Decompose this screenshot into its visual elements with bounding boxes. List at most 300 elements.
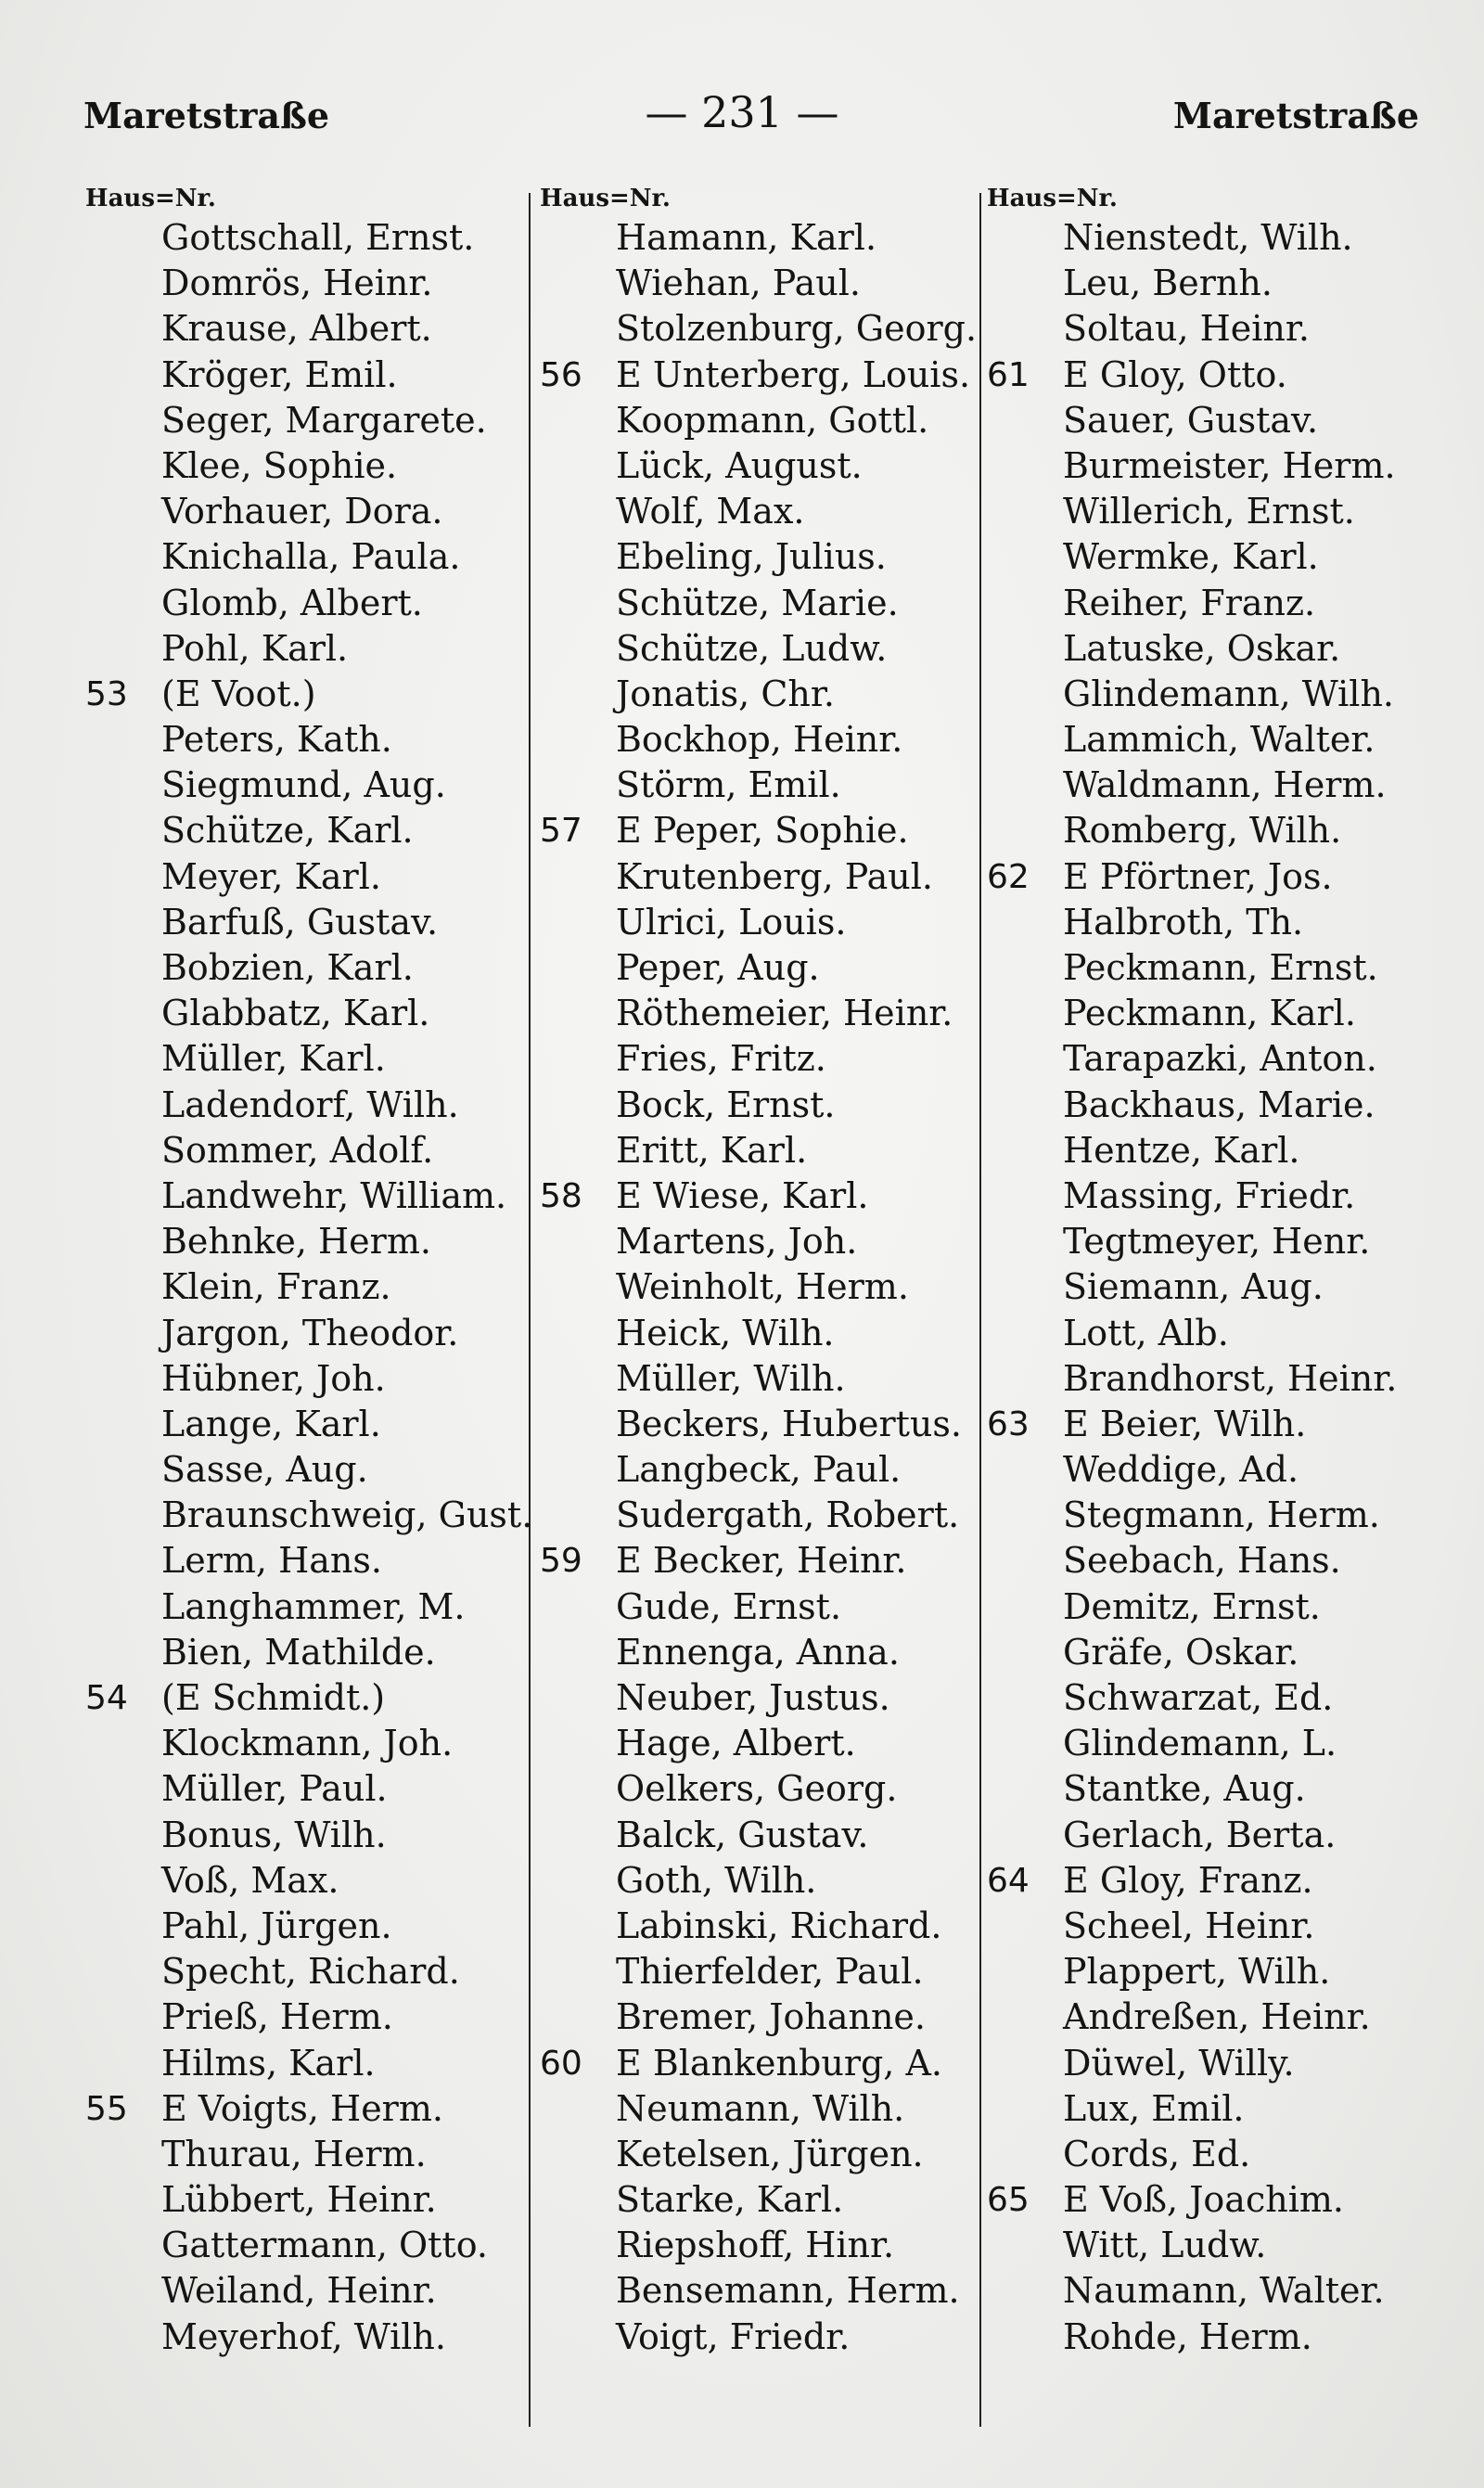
list-item [85, 306, 432, 352]
resident-name: Wermke, Karl. [1063, 536, 1319, 578]
resident-name: Demitz, Ernst. [1063, 1585, 1321, 1627]
resident-name: Knichalla, Paula. [161, 536, 461, 578]
list-item [85, 398, 487, 443]
list-item [540, 261, 862, 306]
resident-name: Andreßen, Heinr. [1063, 1996, 1371, 2038]
resident-name: Ulrici, Louis. [616, 901, 847, 943]
list-item [987, 2177, 1344, 2223]
resident-name: Witt, Ludw. [1063, 2225, 1267, 2266]
list-item [85, 1402, 381, 1447]
list-item [987, 1311, 1229, 1356]
house-number: 54 [85, 1679, 128, 1717]
resident-name: Krause, Albert. [161, 308, 432, 350]
house-number: 61 [987, 355, 1030, 394]
list-item [540, 1538, 907, 1584]
resident-name: Burmeister, Herm. [1063, 444, 1396, 486]
house-number: 59 [540, 1542, 582, 1581]
resident-name: E Wiese, Karl. [616, 1174, 869, 1216]
resident-name: Klockmann, Joh. [161, 1723, 454, 1764]
resident-name: Labinski, Richard. [616, 1904, 942, 1946]
resident-name: Hamann, Karl. [616, 217, 877, 258]
list-item [540, 1173, 869, 1219]
list-item [540, 1766, 898, 1812]
list-item [540, 1128, 808, 1173]
resident-name: Sauer, Gustav. [1063, 399, 1319, 441]
list-item [85, 534, 461, 580]
list-item [987, 2086, 1245, 2132]
list-item [540, 398, 929, 443]
resident-name: Pohl, Karl. [161, 627, 349, 669]
column-label: Haus=Nr. [540, 185, 671, 212]
list-item [987, 1083, 1375, 1128]
resident-name: Lübbert, Heinr. [161, 2179, 437, 2221]
list-item [85, 1949, 460, 1994]
list-item [540, 945, 820, 991]
list-item [987, 1675, 1334, 1721]
list-item [540, 215, 877, 261]
list-item [987, 808, 1342, 853]
resident-name: Klee, Sophie. [161, 444, 398, 486]
list-item [85, 1128, 434, 1173]
resident-name: Starke, Karl. [616, 2179, 844, 2221]
resident-name: Voß, Max. [161, 1859, 339, 1901]
resident-name: Lott, Alb. [1063, 1312, 1229, 1353]
list-item [85, 1584, 466, 1630]
column-2 [540, 182, 978, 2360]
list-item [85, 261, 433, 306]
page-number: — 231 — [645, 87, 839, 137]
list-item [987, 534, 1319, 580]
list-item [540, 443, 863, 489]
list-item [85, 945, 414, 991]
list-item [540, 306, 978, 352]
list-item [987, 1584, 1321, 1630]
resident-name: Krutenberg, Paul. [616, 855, 933, 897]
resident-name: E Pförtner, Jos. [1063, 855, 1333, 897]
list-item [85, 1173, 507, 1219]
resident-name: Beckers, Hubertus. [616, 1403, 962, 1444]
list-item [85, 763, 446, 808]
resident-name: Glindemann, L. [1063, 1723, 1337, 1764]
resident-name: Klein, Franz. [161, 1266, 391, 1308]
resident-name: E Peper, Sophie. [616, 810, 909, 852]
resident-name: Bensemann, Herm. [616, 2270, 960, 2312]
resident-name: Langbeck, Paul. [616, 1449, 902, 1491]
resident-name: Peckmann, Ernst. [1063, 947, 1378, 988]
list-item [85, 1858, 339, 1904]
list-item [540, 2315, 851, 2360]
list-item [987, 1356, 1398, 1402]
resident-name: E Blankenburg, A. [616, 2042, 942, 2084]
list-item [85, 2315, 446, 2360]
list-item [540, 1264, 909, 1310]
list-item [540, 353, 971, 398]
list-item [987, 626, 1341, 672]
resident-name: Müller, Wilh. [616, 1357, 846, 1399]
list-item [85, 1675, 386, 1721]
resident-name: Wolf, Max. [616, 491, 805, 532]
entry-list [540, 215, 978, 2360]
running-head-right: Maretstraße [1172, 95, 1419, 136]
list-item [85, 1904, 392, 1949]
resident-name: Lange, Karl. [161, 1403, 381, 1444]
resident-name: Oelkers, Georg. [616, 1768, 898, 1810]
resident-name: E Gloy, Otto. [1063, 353, 1287, 395]
list-item [85, 489, 443, 534]
house-number: 62 [987, 857, 1030, 896]
list-item [85, 626, 349, 672]
list-item [540, 1219, 858, 1264]
list-item [987, 1949, 1331, 1994]
resident-name: Schwarzat, Ed. [1063, 1677, 1334, 1718]
list-item [540, 2086, 905, 2132]
list-item [987, 1766, 1306, 1812]
resident-name: Bobzien, Karl. [161, 947, 414, 988]
list-item [540, 1083, 836, 1128]
list-item [540, 1949, 924, 1994]
list-item [85, 1264, 391, 1310]
resident-name: Barfuß, Gustav. [161, 901, 439, 943]
resident-name: Massing, Friedr. [1063, 1174, 1356, 1216]
list-item [987, 261, 1273, 306]
list-item [85, 1813, 387, 1858]
resident-name: Glomb, Albert. [161, 582, 423, 623]
list-item [85, 1036, 386, 1082]
resident-name: Bremer, Johanne. [616, 1996, 927, 2038]
resident-name: Hentze, Karl. [1063, 1129, 1300, 1171]
column-label: Haus=Nr. [987, 185, 1118, 212]
list-item [85, 2177, 437, 2223]
list-item [987, 1630, 1299, 1675]
resident-name: Meyer, Karl. [161, 855, 381, 897]
list-item [85, 2223, 488, 2268]
resident-name: Scheel, Heinr. [1063, 1904, 1315, 1946]
resident-name: Stolzenburg, Georg. [616, 308, 978, 350]
list-item [987, 1904, 1315, 1949]
list-item [85, 215, 475, 261]
resident-name: Prieß, Herm. [161, 1996, 393, 2038]
resident-name: Plappert, Wilh. [1063, 1951, 1331, 1993]
list-item [540, 1813, 869, 1858]
list-item [540, 534, 887, 580]
resident-name: Cords, Ed. [1063, 2133, 1251, 2174]
list-item [85, 353, 398, 398]
list-item [540, 1402, 962, 1447]
resident-name: Meyerhof, Wilh. [161, 2315, 446, 2357]
resident-name: Siegmund, Aug. [161, 764, 446, 806]
resident-name: Weinholt, Herm. [616, 1266, 909, 1308]
column-divider-1 [529, 193, 531, 2427]
resident-name: Langhammer, M. [161, 1585, 466, 1627]
resident-name: Willerich, Ernst. [1063, 491, 1355, 532]
resident-name: Kröger, Emil. [161, 353, 398, 395]
resident-name: Ebeling, Julius. [616, 536, 887, 578]
list-item [85, 1447, 368, 1493]
resident-name: Brandhorst, Heinr. [1063, 1357, 1398, 1399]
list-item [540, 2223, 895, 2268]
list-item [85, 717, 392, 763]
resident-name: Gude, Ernst. [616, 1585, 842, 1627]
resident-name: Nienstedt, Wilh. [1063, 217, 1353, 258]
resident-name: Ketelsen, Jürgen. [616, 2133, 924, 2174]
resident-name: Sasse, Aug. [161, 1449, 368, 1491]
list-item [987, 581, 1316, 626]
list-item [540, 854, 933, 900]
resident-name: Lerm, Hans. [161, 1540, 382, 1582]
list-item [987, 1036, 1377, 1082]
list-item [987, 1173, 1356, 1219]
list-item [540, 1493, 960, 1538]
list-item [987, 1402, 1307, 1447]
list-item [987, 353, 1287, 398]
list-item [85, 1538, 382, 1584]
resident-name: Gerlach, Berta. [1063, 1814, 1337, 1855]
resident-name: (E Schmidt.) [161, 1677, 386, 1718]
list-item [85, 1630, 436, 1675]
resident-name: Eritt, Karl. [616, 1129, 808, 1171]
list-item [540, 2041, 942, 2086]
resident-name: E Gloy, Franz. [1063, 1859, 1313, 1901]
list-item [987, 900, 1304, 945]
resident-name: Hilms, Karl. [161, 2042, 376, 2084]
house-number: 56 [540, 355, 582, 394]
list-item [987, 854, 1333, 900]
list-item [987, 1493, 1380, 1538]
resident-name: Stantke, Aug. [1063, 1768, 1306, 1810]
resident-name: Vorhauer, Dora. [161, 491, 443, 532]
list-item [987, 2315, 1312, 2360]
resident-name: Peters, Kath. [161, 719, 392, 761]
list-item [85, 808, 414, 853]
resident-name: Braunschweig, Gust. [161, 1494, 533, 1536]
list-item [85, 991, 430, 1036]
resident-name: Glabbatz, Karl. [161, 993, 430, 1034]
list-item [85, 2132, 427, 2177]
resident-name: Bien, Mathilde. [161, 1631, 436, 1673]
resident-name: Stegmann, Herm. [1063, 1494, 1380, 1536]
resident-name: Müller, Paul. [161, 1768, 388, 1810]
list-item [540, 717, 903, 763]
resident-name: Peper, Aug. [616, 947, 820, 988]
resident-name: Bock, Ernst. [616, 1084, 836, 1125]
resident-name: Heick, Wilh. [616, 1312, 835, 1353]
resident-name: Specht, Richard. [161, 1951, 460, 1993]
resident-name: Gottschall, Ernst. [161, 217, 475, 258]
resident-name: E Voigts, Herm. [161, 2087, 443, 2129]
list-item [540, 2132, 924, 2177]
resident-name: Voigt, Friedr. [616, 2315, 851, 2357]
resident-name: Ladendorf, Wilh. [161, 1084, 459, 1125]
resident-name: Fries, Fritz. [616, 1038, 826, 1080]
resident-name: Thierfelder, Paul. [616, 1951, 924, 1993]
list-item [85, 672, 316, 717]
list-item [540, 1630, 900, 1675]
list-item [987, 1447, 1299, 1493]
resident-name: Domrös, Heinr. [161, 263, 433, 304]
resident-name: Behnke, Herm. [161, 1221, 431, 1263]
resident-name: Lammich, Walter. [1063, 719, 1375, 761]
list-item [987, 306, 1310, 352]
list-item [987, 1721, 1337, 1766]
list-item [540, 1584, 842, 1630]
resident-name: Jonatis, Chr. [616, 673, 835, 714]
list-item [540, 808, 909, 853]
resident-name: Tegtmeyer, Henr. [1063, 1221, 1371, 1263]
house-number: 60 [540, 2044, 582, 2083]
list-item [987, 717, 1375, 763]
resident-name: Riepshoff, Hinr. [616, 2225, 895, 2266]
resident-name: Martens, Joh. [616, 1221, 858, 1263]
list-item [85, 1721, 454, 1766]
list-item [85, 2086, 443, 2132]
list-item [987, 1264, 1324, 1310]
resident-name: Neumann, Wilh. [616, 2087, 905, 2129]
resident-name: Gräfe, Oskar. [1063, 1631, 1299, 1673]
list-item [85, 1356, 386, 1402]
resident-name: Reiher, Franz. [1063, 582, 1316, 623]
list-item [540, 1858, 817, 1904]
list-item [540, 626, 888, 672]
resident-name: Waldmann, Herm. [1063, 764, 1387, 806]
list-item [540, 1994, 927, 2040]
list-item [85, 854, 381, 900]
resident-name: Schütze, Ludw. [616, 627, 888, 669]
list-item [540, 581, 899, 626]
list-item [540, 2268, 960, 2314]
resident-name: Backhaus, Marie. [1063, 1084, 1375, 1125]
list-item [540, 900, 847, 945]
list-item [540, 1311, 835, 1356]
resident-name: Weddige, Ad. [1063, 1449, 1299, 1491]
house-number: 55 [85, 2089, 128, 2128]
resident-name: Jargon, Theodor. [161, 1312, 459, 1353]
list-item [987, 1128, 1300, 1173]
resident-name: Pahl, Jürgen. [161, 1904, 392, 1946]
resident-name: Schütze, Karl. [161, 810, 414, 852]
house-number: 53 [85, 674, 128, 713]
resident-name: Leu, Bernh. [1063, 263, 1273, 304]
list-item [540, 672, 835, 717]
list-item [987, 443, 1396, 489]
resident-name: Landwehr, William. [161, 1174, 507, 1216]
resident-name: Störm, Emil. [616, 764, 841, 806]
list-item [85, 2041, 376, 2086]
list-item [987, 215, 1353, 261]
list-item [987, 398, 1319, 443]
list-item [540, 1721, 856, 1766]
resident-name: Röthemeier, Heinr. [616, 993, 953, 1034]
resident-name: Balck, Gustav. [616, 1814, 869, 1855]
running-head-left: Maretstraße [83, 95, 330, 136]
resident-name: Goth, Wilh. [616, 1859, 817, 1901]
resident-name: Wiehan, Paul. [616, 263, 862, 304]
list-item [540, 1356, 846, 1402]
house-number: 63 [987, 1404, 1030, 1443]
list-item [987, 1994, 1371, 2040]
list-item [540, 1447, 902, 1493]
column-3 [987, 182, 1398, 2360]
resident-name: Siemann, Aug. [1063, 1266, 1324, 1308]
entry-list [85, 215, 533, 2360]
resident-name: E Voß, Joachim. [1063, 2179, 1344, 2221]
list-item [987, 1858, 1313, 1904]
list-item [85, 1311, 459, 1356]
list-item [987, 991, 1356, 1036]
column-divider-2 [979, 193, 981, 2427]
list-item [85, 1493, 533, 1538]
resident-name: Müller, Karl. [161, 1038, 386, 1080]
resident-name: Neuber, Justus. [616, 1677, 890, 1718]
resident-name: Hübner, Joh. [161, 1357, 386, 1399]
list-item [85, 443, 398, 489]
list-item [85, 581, 423, 626]
resident-name: Koopmann, Gottl. [616, 399, 929, 441]
list-item [540, 991, 953, 1036]
resident-name: Lux, Emil. [1063, 2087, 1245, 2129]
list-item [987, 489, 1355, 534]
entry-list [987, 215, 1398, 2360]
list-item [987, 2223, 1267, 2268]
list-item [540, 1675, 890, 1721]
list-item [540, 763, 841, 808]
resident-name: Seger, Margarete. [161, 399, 487, 441]
house-number: 58 [540, 1176, 582, 1215]
list-item [85, 2268, 437, 2314]
resident-name: Peckmann, Karl. [1063, 993, 1356, 1034]
list-item [85, 1994, 393, 2040]
resident-name: Bockhop, Heinr. [616, 719, 903, 761]
list-item [987, 672, 1394, 717]
resident-name: Thurau, Herm. [161, 2133, 427, 2174]
resident-name: Halbroth, Th. [1063, 901, 1304, 943]
resident-name: Seebach, Hans. [1063, 1540, 1341, 1582]
list-item [987, 2132, 1251, 2177]
resident-name: Tarapazki, Anton. [1063, 1038, 1377, 1080]
house-number: 64 [987, 1861, 1030, 1900]
resident-name: Latuske, Oskar. [1063, 627, 1341, 669]
list-item [540, 1036, 826, 1082]
resident-name: Naumann, Walter. [1063, 2270, 1385, 2312]
resident-name: E Becker, Heinr. [616, 1540, 907, 1582]
list-item [540, 1904, 942, 1949]
list-item [987, 1813, 1337, 1858]
resident-name: E Unterberg, Louis. [616, 353, 971, 395]
resident-name: Soltau, Heinr. [1063, 308, 1310, 350]
house-number: 57 [540, 812, 582, 851]
list-item [987, 763, 1387, 808]
resident-name: Sudergath, Robert. [616, 1494, 960, 1536]
resident-name: Romberg, Wilh. [1063, 810, 1342, 852]
column-label: Haus=Nr. [85, 185, 216, 212]
resident-name: (E Voot.) [161, 673, 316, 714]
list-item [85, 1083, 459, 1128]
house-number: 65 [987, 2181, 1030, 2220]
resident-name: Düwel, Willy. [1063, 2042, 1295, 2084]
resident-name: Sommer, Adolf. [161, 1129, 434, 1171]
list-item [987, 1219, 1371, 1264]
list-item [987, 2041, 1295, 2086]
list-item [987, 1538, 1341, 1584]
resident-name: E Beier, Wilh. [1063, 1403, 1307, 1444]
list-item [540, 2177, 844, 2223]
resident-name: Ennenga, Anna. [616, 1631, 900, 1673]
resident-name: Rohde, Herm. [1063, 2315, 1312, 2357]
column-1 [85, 182, 533, 2360]
resident-name: Gattermann, Otto. [161, 2225, 488, 2266]
list-item [987, 2268, 1385, 2314]
resident-name: Lück, August. [616, 444, 863, 486]
list-item [85, 900, 439, 945]
